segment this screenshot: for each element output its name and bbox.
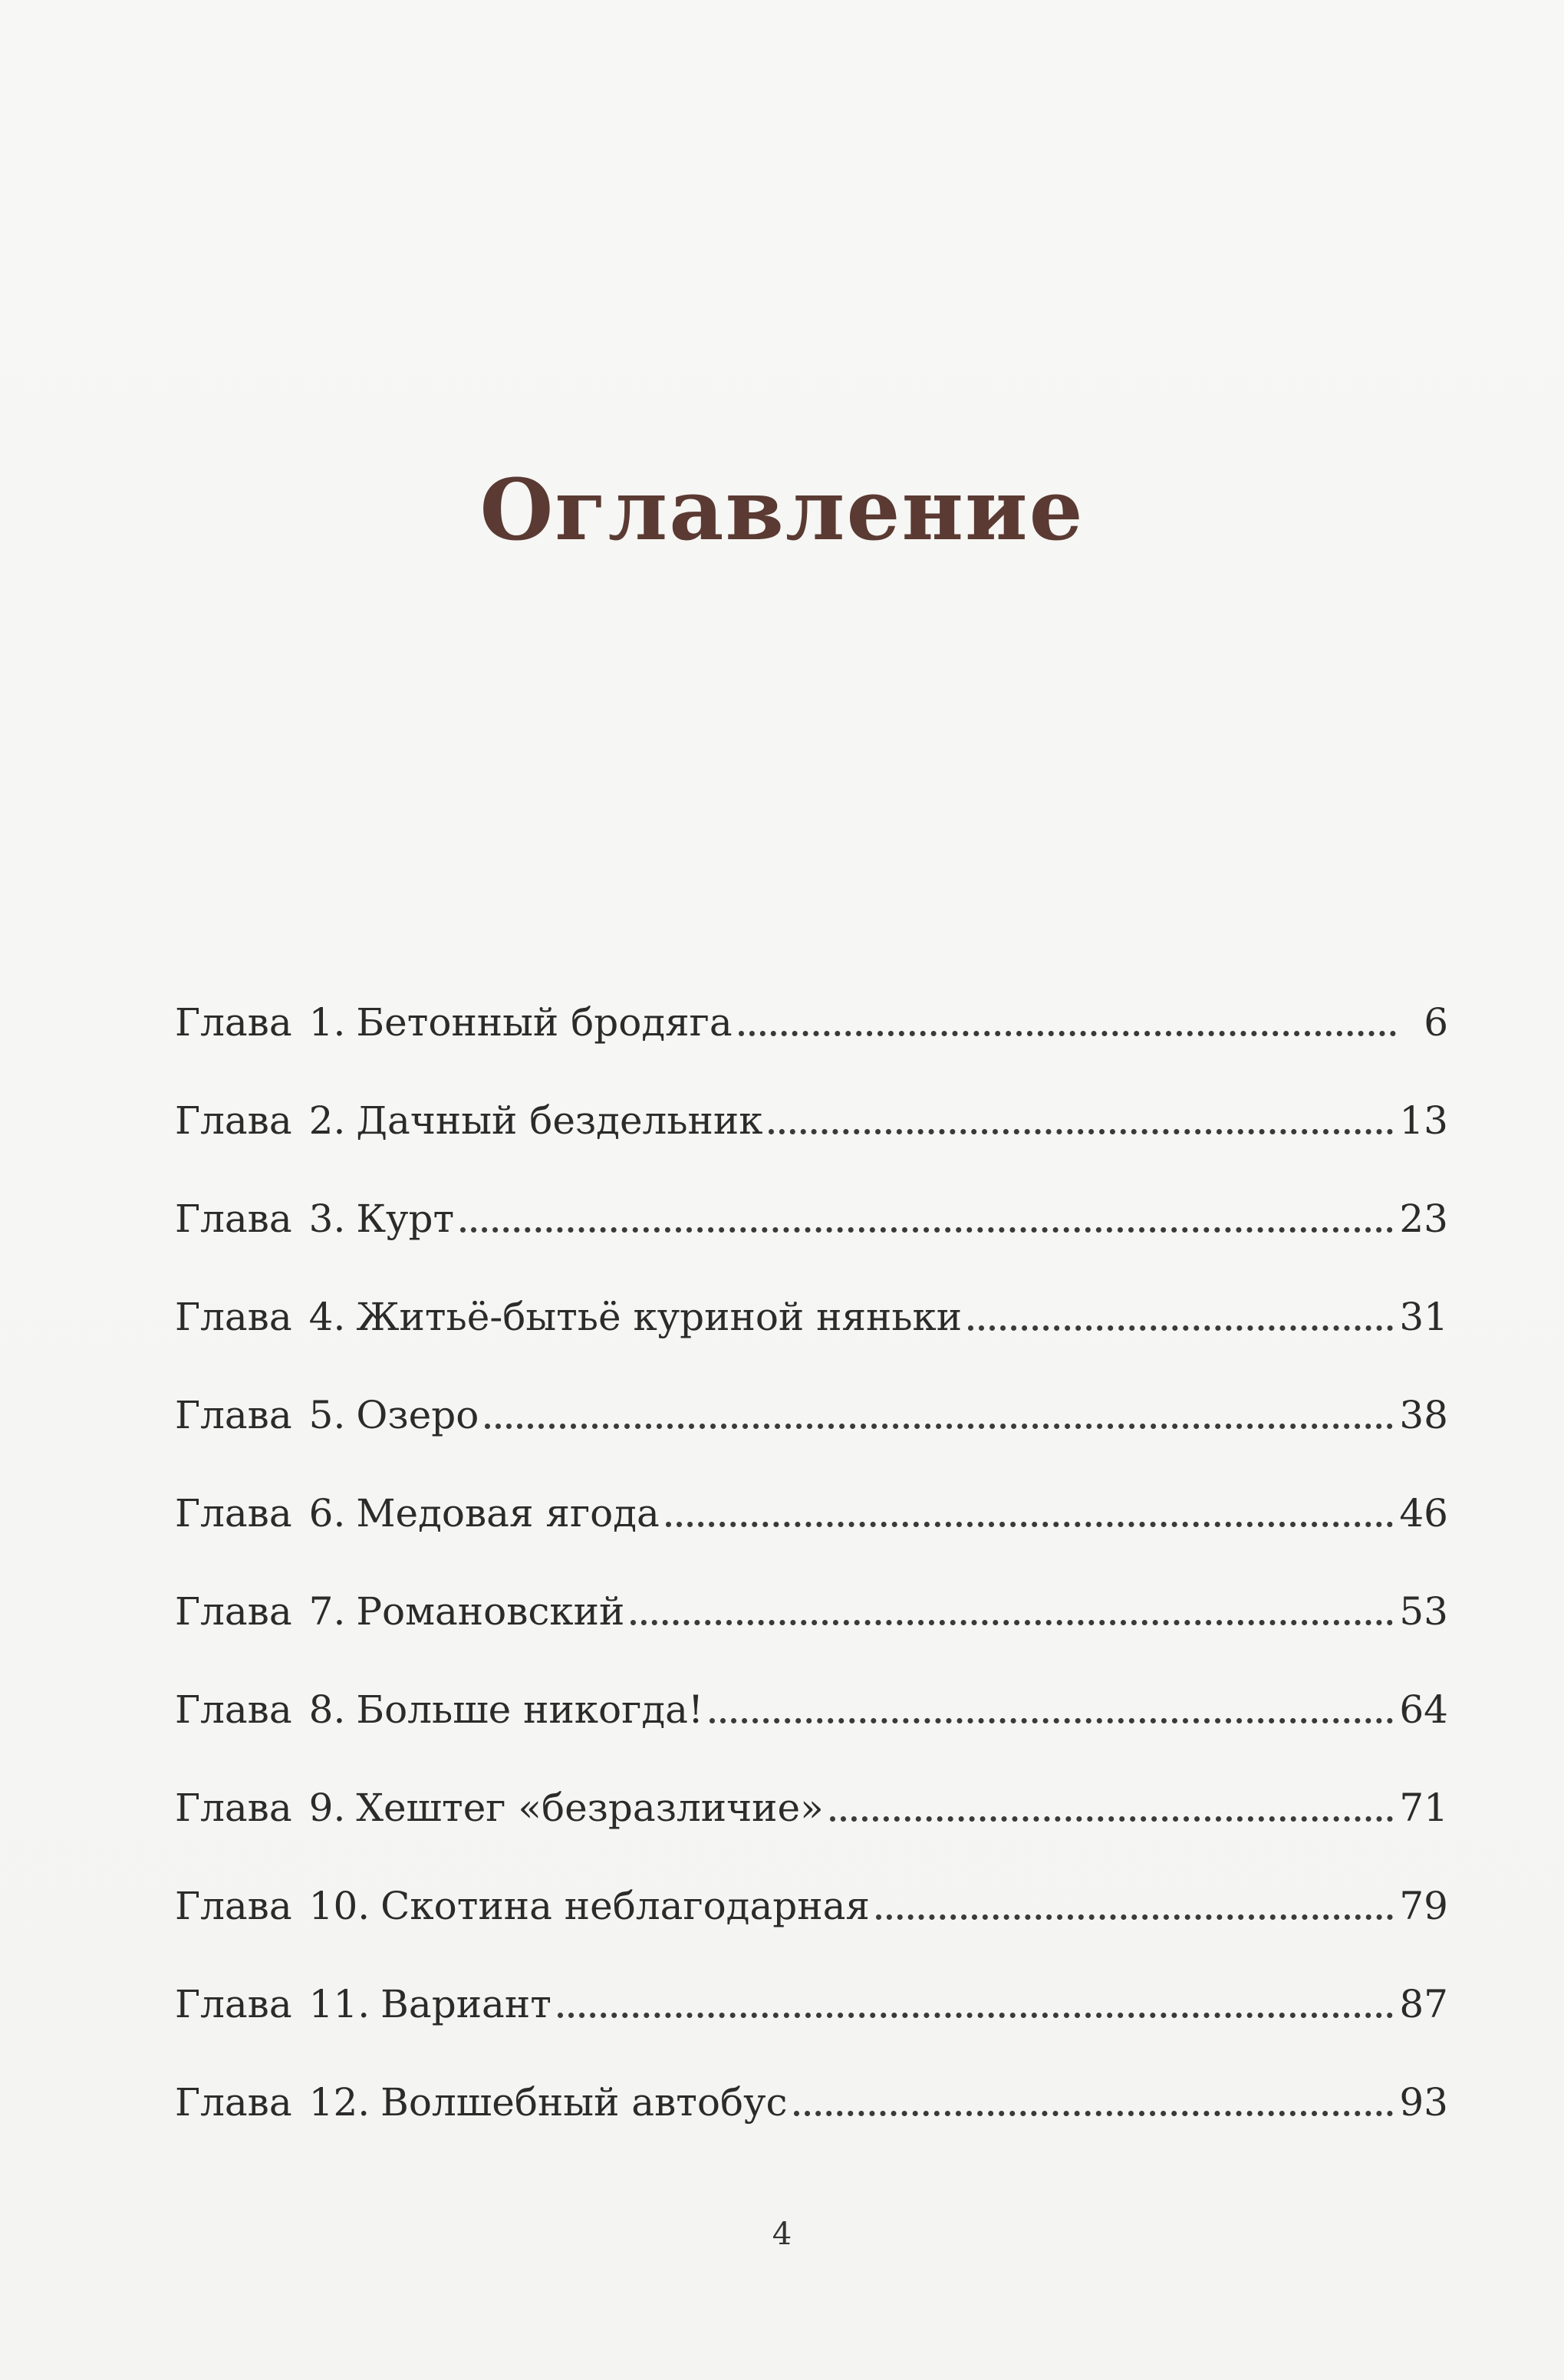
chapter-page: 13 — [1399, 1098, 1448, 1143]
chapter-page: 64 — [1399, 1687, 1448, 1732]
chapter-title: Больше никогда! — [356, 1687, 704, 1732]
chapter-number: 2. — [308, 1098, 346, 1143]
chapter-word: Глава — [175, 1491, 292, 1536]
dot-leader — [558, 2013, 1394, 2018]
chapter-number: 7. — [308, 1589, 346, 1634]
chapter-number: 3. — [308, 1197, 346, 1241]
chapter-word: Глава — [175, 1982, 292, 2026]
dot-leader — [710, 1718, 1393, 1723]
chapter-word: Глава — [175, 1393, 292, 1437]
chapter-number: 8. — [308, 1687, 346, 1732]
chapter-page: 38 — [1399, 1393, 1448, 1437]
dot-leader — [968, 1325, 1393, 1331]
chapter-word: Глава — [175, 1589, 292, 1634]
dot-leader — [485, 1424, 1393, 1429]
dot-leader — [460, 1227, 1393, 1233]
chapter-number: 10. — [308, 1884, 370, 1928]
chapter-page: 23 — [1399, 1197, 1448, 1241]
chapter-title: Медовая ягода — [356, 1491, 660, 1536]
toc-entry — [175, 2027, 1448, 2125]
chapter-number: 11. — [308, 1982, 370, 2026]
dot-leader — [631, 1620, 1393, 1625]
chapter-title: Бетонный бродяга — [356, 1000, 733, 1045]
chapter-word: Глава — [175, 1884, 292, 1928]
dot-leader — [739, 1031, 1396, 1036]
dot-leader — [876, 1914, 1393, 1920]
chapter-number: 5. — [308, 1393, 346, 1437]
toc-entry — [175, 1536, 1448, 1634]
chapter-title: Житьё-бытьё куриной няньки — [356, 1295, 963, 1339]
chapter-page: 31 — [1399, 1295, 1448, 1339]
chapter-word: Глава — [175, 1098, 292, 1143]
toc-entry — [175, 947, 1448, 1045]
toc-entry — [175, 1144, 1448, 1242]
chapter-word: Глава — [175, 1197, 292, 1241]
toc-entry — [175, 1242, 1448, 1340]
chapter-number: 9. — [308, 1786, 346, 1830]
chapter-title: Хештег «безразличие» — [356, 1786, 824, 1830]
chapter-number: 4. — [308, 1295, 346, 1339]
chapter-title: Курт — [356, 1197, 455, 1241]
toc-entry — [175, 1733, 1448, 1831]
page-title: Оглавление — [479, 460, 1085, 559]
chapter-number: 12. — [308, 2080, 370, 2125]
chapter-title: Дачный бездельник — [356, 1098, 763, 1143]
chapter-number: 1. — [308, 1000, 346, 1045]
toc-entry — [175, 1634, 1448, 1733]
toc-entry — [175, 1929, 1448, 2027]
chapter-number: 6. — [308, 1491, 346, 1536]
chapter-page: 46 — [1399, 1491, 1448, 1536]
chapter-title: Романовский — [356, 1589, 625, 1634]
chapter-word: Глава — [175, 1000, 292, 1045]
chapter-page: 87 — [1399, 1982, 1448, 2026]
toc-entry — [175, 1831, 1448, 1929]
toc-entry — [175, 1045, 1448, 1144]
toc-entry — [175, 1438, 1448, 1536]
chapter-title: Волшебный автобус — [380, 2080, 788, 2125]
chapter-word: Глава — [175, 1295, 292, 1339]
toc-entry — [175, 1340, 1448, 1438]
chapter-title: Вариант — [380, 1982, 552, 2026]
chapter-page: 53 — [1399, 1589, 1448, 1634]
dot-leader — [830, 1816, 1394, 1822]
chapter-page: 93 — [1399, 2080, 1448, 2125]
dot-leader — [769, 1129, 1393, 1134]
dot-leader — [666, 1522, 1394, 1527]
dot-leader — [794, 2111, 1394, 2116]
chapter-word: Глава — [175, 1687, 292, 1732]
page-number: 4 — [772, 2217, 792, 2252]
chapter-title: Скотина неблагодарная — [380, 1884, 870, 1928]
chapter-word: Глава — [175, 2080, 292, 2125]
chapter-page: 6 — [1424, 1000, 1448, 1045]
chapter-title: Озеро — [356, 1393, 479, 1437]
chapter-word: Глава — [175, 1786, 292, 1830]
chapter-page: 71 — [1399, 1786, 1448, 1830]
table-of-contents — [175, 947, 1448, 2125]
chapter-page: 79 — [1399, 1884, 1448, 1928]
